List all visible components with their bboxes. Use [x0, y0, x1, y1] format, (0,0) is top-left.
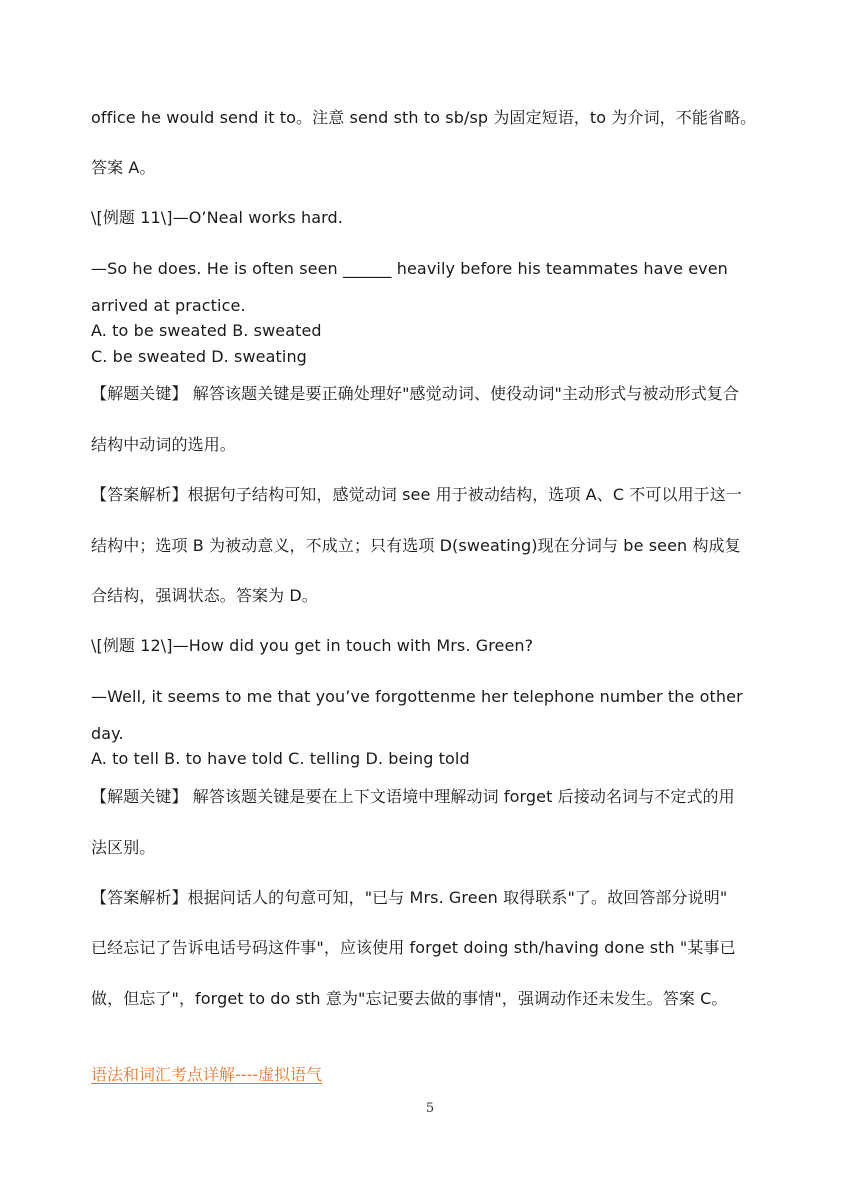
text-line: 结构中动词的选用。: [91, 435, 236, 454]
text-line: 已经忘记了告诉电话号码这件事"，应该使用 forget doing sth/having done sth "某事已: [91, 938, 736, 957]
page-number: 5: [425, 1101, 435, 1116]
text-line: —So he does. He is often seen ______ heavily before his teammates have even: [91, 259, 728, 278]
section-heading: 语法和词汇考点详解----虚拟语气: [91, 1065, 323, 1084]
text-line: 法区别。: [91, 838, 156, 857]
text-line: 答案 A。: [91, 158, 156, 177]
text-line: 做，但忘了"，forget to do sth 意为"忘记要去做的事情"，强调动作还未发生。答案 C。: [91, 989, 728, 1008]
text-line: 【答案解析】根据问话人的句意可知，"已与 Mrs. Green 取得联系"了。故回答部分说明": [91, 888, 728, 907]
answer-options: A. to tell B. to have told C. telling D. being told: [91, 749, 470, 768]
text-line: day.: [91, 724, 124, 743]
example-title: \[例题 12\]—How did you get in touch with Mrs. Green?: [91, 636, 534, 655]
answer-options: C. be sweated D. sweating: [91, 347, 307, 366]
text-line: —Well, it seems to me that you’ve forgottenme her telephone number the other: [91, 687, 743, 706]
answer-options: A. to be sweated B. sweated: [91, 321, 322, 340]
text-line: office he would send it to。注意 send sth to sb/sp 为固定短语，to 为介词，不能省略。: [91, 108, 757, 127]
text-line: 【解题关键】 解答该题关键是要在上下文语境中理解动词 forget 后接动名词与不定式的用: [91, 787, 735, 806]
text-line: 【解题关键】 解答该题关键是要正确处理好"感觉动词、使役动词"主动形式与被动形式复合: [91, 384, 740, 403]
text-line: arrived at practice.: [91, 296, 246, 315]
text-line: 结构中；选项 B 为被动意义，不成立；只有选项 D(sweating)现在分词与 be seen 构成复: [91, 536, 741, 555]
example-title: \[例题 11\]—O’Neal works hard.: [91, 208, 343, 227]
text-line: 合结构，强调状态。答案为 D。: [91, 586, 318, 605]
text-line: 【答案解析】根据句子结构可知，感觉动词 see 用于被动结构，选项 A、C 不可以用于这一: [91, 485, 742, 504]
